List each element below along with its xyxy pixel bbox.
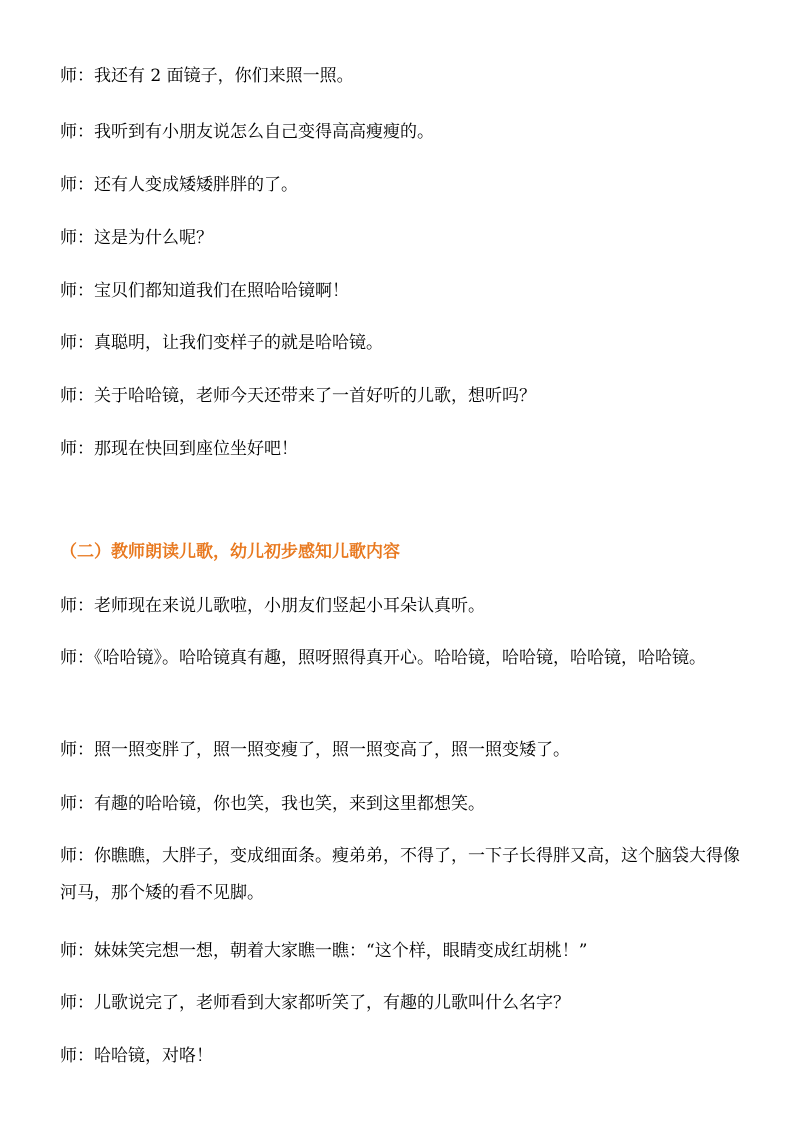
paragraph: 师：有趣的哈哈镜，你也笑，我也笑，来到这里都想笑。	[60, 794, 485, 814]
paragraph: 师：妹妹笑完想一想，朝着大家瞧一瞧：“这个样，眼睛变成红胡桃！”	[60, 941, 588, 961]
paragraph: 师：《哈哈镜》。哈哈镜真有趣，照呀照得真开心。哈哈镜，哈哈镜，哈哈镜，哈哈镜。	[60, 648, 706, 668]
paragraph: 师：还有人变成矮矮胖胖的了。	[60, 175, 298, 195]
paragraph: 师：哈哈镜，对咯！	[60, 1046, 213, 1066]
paragraph: 师：真聪明，让我们变样子的就是哈哈镜。	[60, 333, 383, 353]
section-heading: （二）教师朗读儿歌，幼儿初步感知儿歌内容	[60, 542, 400, 562]
paragraph: 师：这是为什么呢？	[60, 228, 213, 248]
paragraph: 师：老师现在来说儿歌啦，小朋友们竖起小耳朵认真听。	[60, 596, 485, 616]
paragraph: 师：照一照变胖了，照一照变瘦了，照一照变高了，照一照变矮了。	[60, 740, 570, 760]
paragraph: 师：我还有 2 面镜子，你们来照一照。	[60, 66, 354, 86]
paragraph: 师：宝贝们都知道我们在照哈哈镜啊！	[60, 281, 349, 301]
paragraph: 师：儿歌说完了，老师看到大家都听笑了，有趣的儿歌叫什么名字？	[60, 993, 570, 1013]
paragraph: 师：那现在快回到座位坐好吧！	[60, 439, 298, 459]
paragraph: 师：关于哈哈镜，老师今天还带来了一首好听的儿歌，想听吗？	[60, 386, 536, 406]
paragraph: 师：你瞧瞧，大胖子，变成细面条。瘦弟弟，不得了，一下子长得胖又高，这个脑袋大得像河马，那个矮的看不见脚。	[60, 846, 740, 903]
paragraph: 师：我听到有小朋友说怎么自己变得高高瘦瘦的。	[60, 122, 434, 142]
